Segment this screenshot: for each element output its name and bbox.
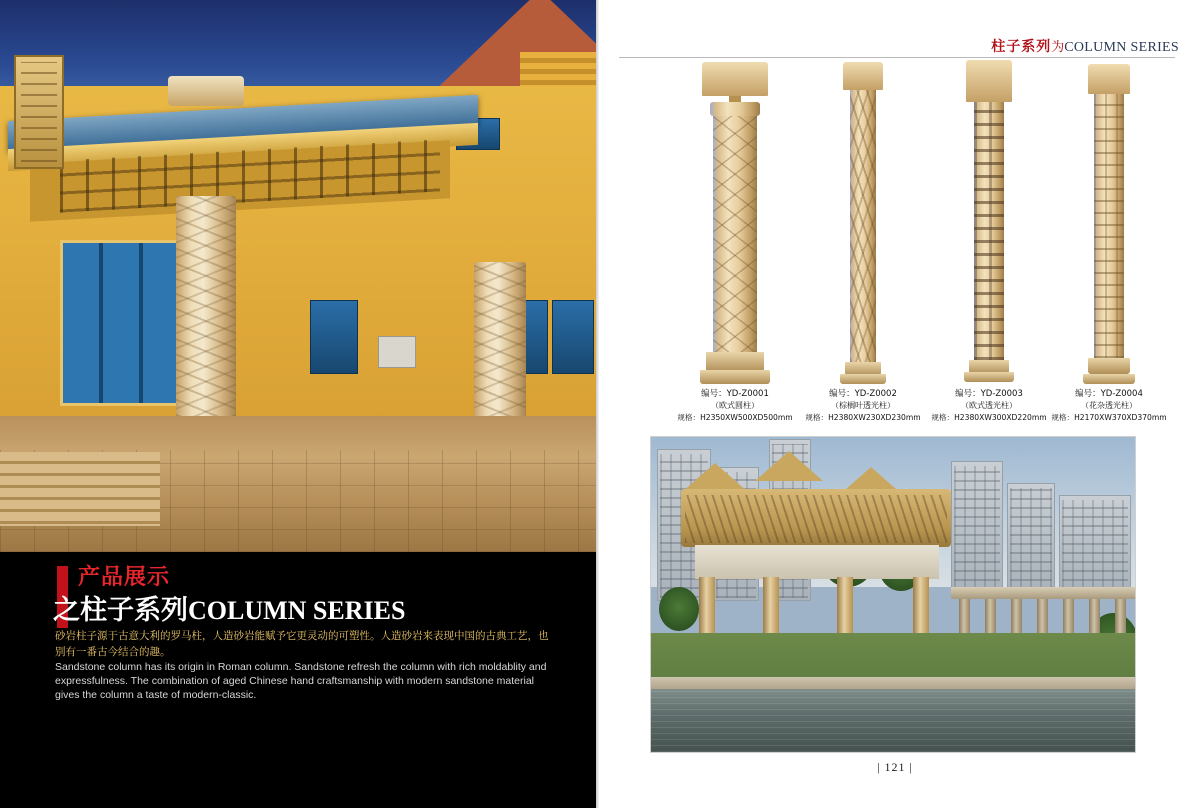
shaft <box>974 102 1004 360</box>
product-figure-4 <box>1045 52 1173 422</box>
shaft <box>713 116 757 361</box>
heading-main <box>53 588 405 627</box>
background-building <box>1059 495 1131 593</box>
pavilion-photo <box>650 436 1136 753</box>
page-number: | 121 | <box>877 760 913 774</box>
description-cn: 砂岩柱子源于古意大利的罗马柱，人造砂岩能赋予它更灵动的可塑性。人造砂岩来表现中国的古典工艺，也别有一番古今结合的趣。 <box>55 630 549 658</box>
capital <box>843 62 883 90</box>
ac-unit <box>378 336 416 368</box>
left-caption-block <box>0 552 596 808</box>
window <box>310 300 358 374</box>
section-title-en: COLUMN SERIES <box>1064 40 1179 55</box>
heading-cn-large: 之柱子系列 <box>53 595 188 626</box>
column-carving <box>176 196 236 446</box>
product-figure-3 <box>925 52 1053 422</box>
column-products-row <box>621 52 1173 422</box>
section-title-mark: 为 <box>1051 40 1065 55</box>
heading-cn-small: 产品展示 <box>78 564 171 590</box>
section-header <box>599 16 1191 55</box>
capital <box>1088 64 1130 94</box>
section-title-cn: 柱子系列 <box>991 39 1052 55</box>
base <box>1088 358 1130 374</box>
product-code: 编号：YD-Z0002 <box>829 389 897 399</box>
shaft <box>1094 94 1124 358</box>
product-name: （欧式圆柱） <box>711 401 759 410</box>
pavilion-peak <box>755 451 823 481</box>
colonnade-beam <box>951 587 1135 599</box>
entrance-photo <box>0 0 596 552</box>
shaft <box>850 90 876 362</box>
product-label-4 <box>1045 388 1173 424</box>
background-building <box>951 461 1003 593</box>
wall-relief-panel <box>14 55 64 169</box>
relief-texture <box>21 62 57 162</box>
product-name: （欧式透光柱） <box>961 401 1017 410</box>
plinth <box>700 370 770 384</box>
product-figure-2 <box>799 52 927 422</box>
product-spec: 规格：H2380XW300XD220mm <box>931 413 1047 422</box>
heading-en-large: COLUMN SERIES <box>188 596 406 625</box>
product-label-1 <box>671 388 799 424</box>
plinth <box>964 372 1014 382</box>
base <box>706 352 764 372</box>
water <box>651 689 1135 752</box>
product-code: 编号：YD-Z0004 <box>1075 389 1143 399</box>
plinth <box>840 374 886 384</box>
product-spec: 规格：H2170XW370XD370mm <box>1051 413 1167 422</box>
capital <box>966 60 1012 102</box>
product-label-2 <box>799 388 927 424</box>
product-spec: 规格：H2350XW500XD500mm <box>677 413 793 422</box>
shaft-carving <box>1094 94 1124 358</box>
product-code: 编号：YD-Z0001 <box>701 389 769 399</box>
description-en: Sandstone column has its origin in Roman column. Sandstone refresh the column with rich moldablity and expressfulness. The combination of aged Chinese hand craftsmanship with modern sandstone material gives the column a taste of modern-classic. <box>55 661 547 701</box>
carved-column-left <box>176 196 236 446</box>
window <box>552 300 594 374</box>
background-building <box>1007 483 1055 593</box>
shaft-carving <box>713 116 757 361</box>
product-figure-1 <box>671 52 799 422</box>
product-name: （棕榈叶透光柱） <box>831 401 895 410</box>
column-capital-left <box>168 76 244 106</box>
collar <box>710 102 760 116</box>
right-page <box>599 0 1191 808</box>
tree <box>659 587 699 631</box>
pavilion-soffit <box>695 545 939 579</box>
capital <box>702 62 768 96</box>
product-spec: 规格：H2380XW230XD230mm <box>805 413 921 422</box>
pavilion-roof <box>681 489 951 547</box>
entrance-steps <box>0 452 160 526</box>
shaft-carving <box>850 90 876 362</box>
product-code: 编号：YD-Z0003 <box>955 389 1023 399</box>
plinth <box>1083 374 1135 384</box>
product-label-3 <box>925 388 1053 424</box>
shaft-openwork <box>974 102 1004 360</box>
product-name: （花杂透光柱） <box>1081 401 1137 410</box>
